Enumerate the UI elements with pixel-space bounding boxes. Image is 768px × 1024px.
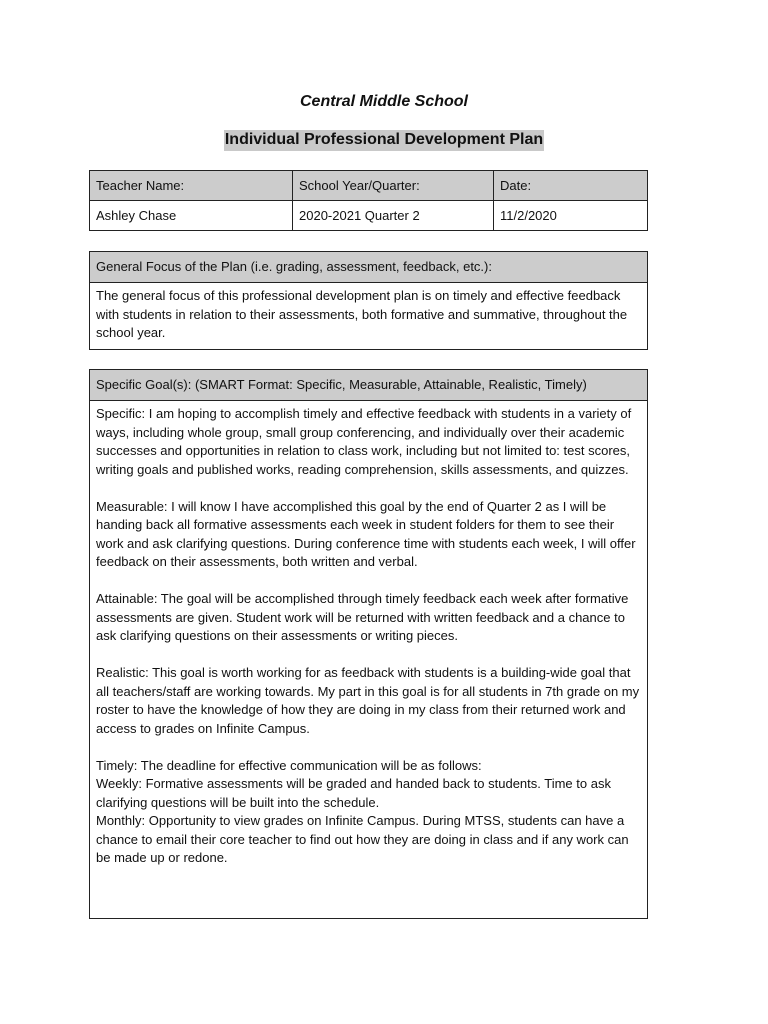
info-header-row — [90, 171, 648, 201]
goal-timely — [96, 757, 641, 868]
teacher-name-header: Teacher Name: — [90, 171, 293, 201]
goal-measurable: Measurable: I will know I have accomplished this goal by the end of Quarter 2 as I will be handing back all formative assessments each week in student folders for them to see their work and ask clarifying questions. During conference time with students each week, I will offer feedback on their assessments, both written and verbal. — [96, 498, 636, 569]
specific-goals-box — [89, 369, 648, 919]
goal-attainable: Attainable: The goal will be accomplished through timely feedback each week after formative assessments are given. Student work will be returned with written feedback and a chance to ask clarifying questions on their assessments or writing pieces. — [96, 591, 629, 643]
school-year-header: School Year/Quarter: — [293, 171, 494, 201]
specific-goals-label: Specific Goal(s): (SMART Format: Specific, Measurable, Attainable, Realistic, Timely) — [90, 370, 647, 401]
teacher-name-value: Ashley Chase — [90, 201, 293, 231]
plan-title: Individual Professional Development Plan — [224, 130, 544, 151]
plan-title-wrap — [0, 130, 768, 151]
goal-realistic: Realistic: This goal is worth working for as feedback with students is a building-wide goal that all teachers/staff are working towards. My part in this goal is for all students in 7th grade on my roster to have the knowledge of how they are doing in my class from their returned work and access to grades on Infinite Campus. — [96, 665, 640, 736]
info-value-row — [90, 201, 648, 231]
school-year-value: 2020-2021 Quarter 2 — [293, 201, 494, 231]
goal-specific: Specific: I am hoping to accomplish timely and effective feedback with students in a variety of ways, including whole group, small group conferencing, and individually over their academic successes and opportunities in relation to class work, including but not limited to: test scores, writing goals and published works, reading comprehension, skills assessments, and quizzes. — [96, 406, 632, 477]
teacher-info-table — [89, 170, 648, 231]
goal-timely-intro: Timely: The deadline for effective communication will be as follows: — [96, 757, 482, 773]
goal-timely-monthly: Monthly: Opportunity to view grades on Infinite Campus. During MTSS, students can have a chance to email their core teacher to find out how they are doing in class and if any work can be made up or redone. — [96, 813, 629, 865]
goal-timely-weekly: Weekly: Formative assessments will be graded and handed back to students. Time to ask clarifying questions will be built into the schedule. — [96, 776, 611, 810]
general-focus-body — [90, 283, 647, 349]
general-focus-text: The general focus of this professional development plan is on timely and effective feedback with students in relation to their assessments, both formative and summative, throughout the school year. — [96, 288, 628, 340]
general-focus-label: General Focus of the Plan (i.e. grading, assessment, feedback, etc.): — [90, 252, 647, 283]
school-name: Central Middle School — [299, 93, 468, 110]
general-focus-box — [89, 251, 648, 350]
date-value: 11/2/2020 — [494, 201, 648, 231]
date-header: Date: — [494, 171, 648, 201]
specific-goals-body — [90, 401, 647, 874]
